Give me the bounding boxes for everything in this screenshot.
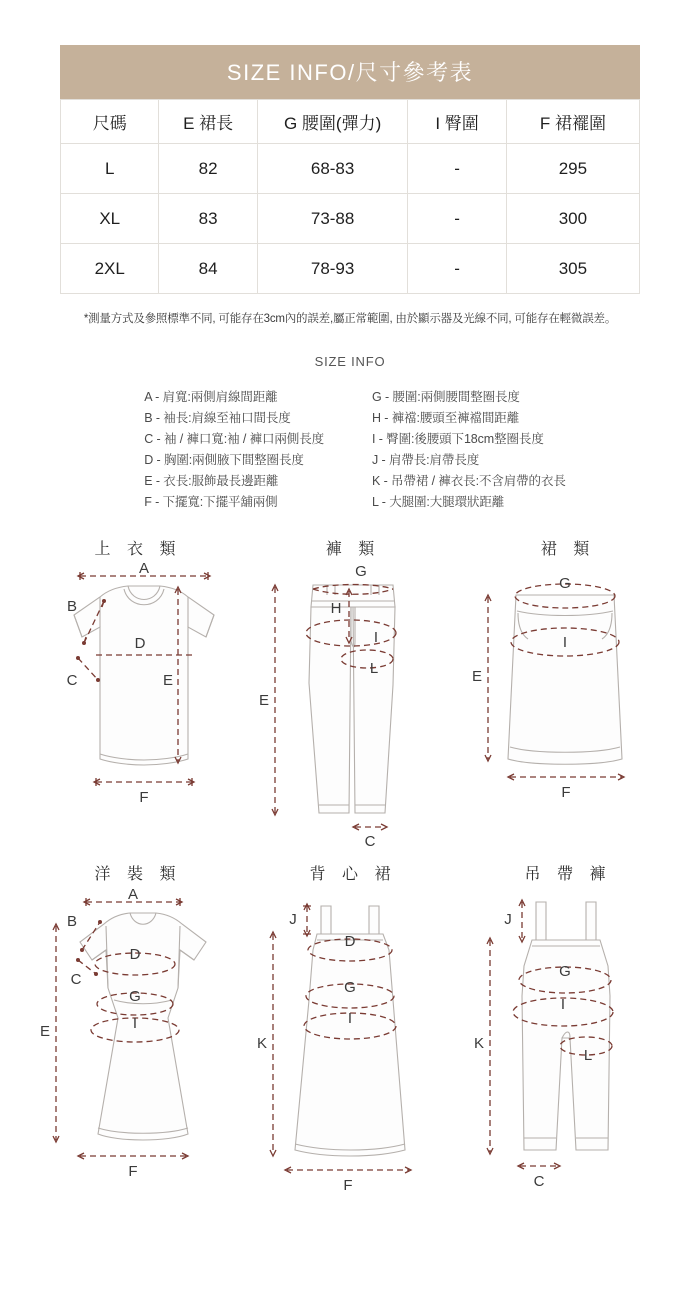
legend-item-e: E - 衣長:服飾最長邊距離 [144, 474, 279, 488]
cell-size: 2XL [61, 244, 159, 294]
cell-waist: 78-93 [257, 244, 408, 294]
dim-label-f: F [139, 789, 149, 806]
diagram-title-skirt: 裙 類 [540, 541, 596, 558]
diagram-skirt-figure [458, 563, 672, 813]
dim-label-g: G [129, 988, 141, 1005]
dim-label-i: I [347, 1010, 353, 1027]
dim-label-i: I [373, 629, 379, 646]
legend-item-i: I - 臀圍:後腰頭下18cm整圈長度 [372, 432, 544, 446]
dim-label-g: G [559, 963, 571, 980]
dim-label-b: B [66, 598, 78, 615]
dim-label-g: G [344, 979, 356, 996]
dim-label-c: C [533, 1173, 545, 1190]
legend-item-f: F - 下擺寬:下擺平舖兩側 [144, 495, 278, 509]
legend-item-g: G - 腰圍:兩側腰間整圈長度 [372, 390, 520, 404]
dim-label-j: J [289, 911, 297, 928]
legend-title: SIZE INFO [314, 354, 386, 369]
diagram-title-pants: 褲 類 [325, 541, 381, 558]
legend [0, 387, 700, 510]
legend-item-l: L - 大腿圍:大腿環狀距離 [372, 495, 505, 509]
dim-label-e: E [471, 668, 483, 685]
dim-label-e: E [39, 1023, 51, 1040]
dim-label-a: A [138, 563, 150, 577]
table-row [61, 244, 640, 294]
diagram-row-1 [0, 536, 700, 853]
legend-item-c: C - 袖 / 褲口寬:袖 / 褲口兩側長度 [144, 432, 324, 446]
dim-label-l: L [369, 660, 379, 677]
dim-label-f: F [128, 1163, 138, 1180]
cell-hem: 300 [506, 194, 639, 244]
legend-item-d: D - 胸圍:兩側腋下間整圈長度 [144, 453, 304, 467]
table-header-row [61, 100, 640, 144]
cell-length: 82 [159, 144, 257, 194]
dim-label-f: F [561, 784, 571, 801]
table-row [61, 144, 640, 194]
legend-column-right [372, 387, 566, 510]
diagram-top [28, 536, 242, 853]
diagram-row-2 [0, 861, 700, 1198]
cell-hip: - [408, 144, 506, 194]
size-table-section [0, 0, 700, 294]
size-table [60, 45, 640, 294]
cell-size: L [61, 144, 159, 194]
legend-item-j: J - 肩帶長:肩帶長度 [372, 453, 480, 467]
diagram-dress [28, 861, 242, 1198]
diagram-title-top: 上 衣 類 [94, 541, 182, 558]
diagram-dress-figure [28, 888, 242, 1188]
diagram-title-overalls: 吊 帶 褲 [524, 866, 612, 883]
legend-item-b: B - 袖長:肩線至袖口間長度 [144, 411, 291, 425]
dim-label-c: C [66, 672, 78, 689]
diagram-overalls-figure [458, 888, 672, 1198]
dim-label-i: I [132, 1015, 138, 1032]
column-header: G 腰圍(彈力) [257, 100, 408, 144]
diagram-top-figure [28, 563, 242, 813]
dim-label-i: I [560, 996, 566, 1013]
size-table-caption: SIZE INFO/尺寸參考表 [60, 45, 640, 99]
dim-label-j: J [504, 911, 512, 928]
cell-waist: 73-88 [257, 194, 408, 244]
dim-label-g: G [559, 575, 571, 592]
column-header: 尺碼 [61, 100, 159, 144]
dim-label-e: E [162, 672, 174, 689]
cell-length: 84 [159, 244, 257, 294]
cell-hem: 295 [506, 144, 639, 194]
dim-label-k: K [256, 1035, 268, 1052]
dim-label-d: D [134, 635, 146, 652]
size-table-body [61, 100, 640, 294]
diagram-title-dress: 洋 裝 類 [94, 866, 182, 883]
legend-item-h: H - 褲襠:腰頭至褲襠間距離 [372, 411, 520, 425]
dim-label-f: F [343, 1177, 353, 1194]
diagram-pants [243, 536, 457, 853]
dim-label-c: C [364, 833, 376, 850]
measurement-disclaimer: *測量方式及參照標準不同, 可能存在3cm內的誤差,屬正常範圍, 由於顯示器及光線不同, 可能存在輕微誤差。 [83, 313, 617, 325]
dim-label-i: I [562, 634, 568, 651]
cell-size: XL [61, 194, 159, 244]
diagram-title-cami-dress: 背 心 裙 [309, 866, 397, 883]
cell-waist: 68-83 [257, 144, 408, 194]
table-row [61, 194, 640, 244]
cell-hip: - [408, 244, 506, 294]
dim-label-c: C [70, 971, 82, 988]
dim-label-l: L [583, 1047, 593, 1064]
column-header: I 臀圍 [408, 100, 506, 144]
diagram-pants-figure [243, 563, 457, 853]
column-header: E 裙長 [159, 100, 257, 144]
diagram-cami-dress [243, 861, 457, 1198]
dim-label-b: B [66, 913, 78, 930]
diagram-overalls [458, 861, 672, 1198]
dim-label-d: D [344, 933, 356, 950]
legend-item-k: K - 吊帶裙 / 褲衣長:不含肩帶的衣長 [372, 474, 566, 488]
dim-label-d: D [129, 946, 141, 963]
cell-length: 83 [159, 194, 257, 244]
dim-label-e: E [258, 692, 270, 709]
diagram-cami-dress-figure [243, 888, 457, 1198]
cell-hip: - [408, 194, 506, 244]
legend-item-a: A - 肩寬:兩側肩線間距離 [144, 390, 278, 404]
dim-label-g: G [355, 563, 367, 580]
dim-label-k: K [473, 1035, 485, 1052]
column-header: F 裙襬圍 [506, 100, 639, 144]
legend-column-left [144, 387, 324, 510]
dim-label-h: H [330, 600, 342, 617]
dim-label-a: A [127, 888, 139, 903]
cell-hem: 305 [506, 244, 639, 294]
diagram-skirt [458, 536, 672, 853]
